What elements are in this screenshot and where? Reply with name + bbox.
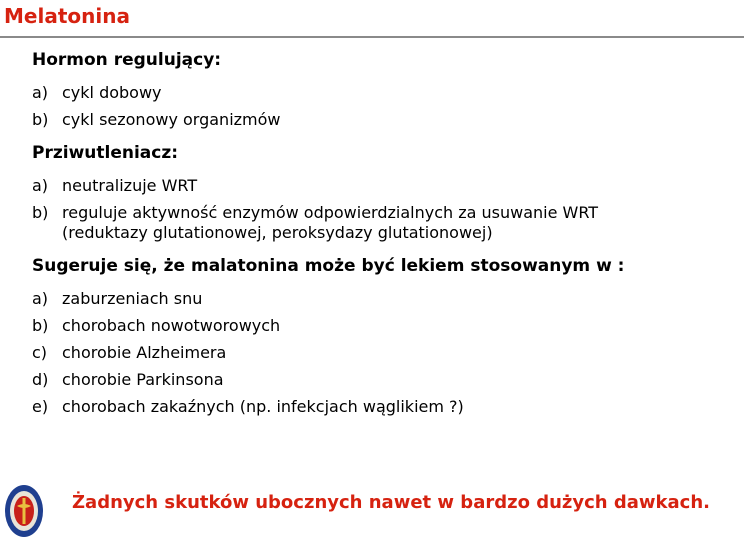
item-label: b): [32, 316, 49, 335]
item-label: c): [32, 343, 48, 362]
item-label: a): [32, 83, 49, 102]
list-item: [32, 203, 732, 243]
list-item: [32, 176, 732, 196]
item-text: chorobach zakaźnych (np. infekcjach wąglikiem ?): [62, 397, 464, 416]
list-item: [32, 110, 732, 130]
item-label: a): [32, 176, 49, 195]
list-item: [32, 343, 732, 363]
item-label: a): [32, 289, 49, 308]
list-item: [32, 83, 732, 103]
item-label: b): [32, 203, 49, 222]
list-item: [32, 289, 732, 309]
section-heading: Prziwutleniacz:: [32, 143, 179, 163]
item-label: d): [32, 370, 49, 389]
item-text: cykl sezonowy organizmów: [62, 110, 281, 129]
item-text-continuation: (reduktazy glutationowej, peroksydazy glutationowej): [62, 223, 493, 242]
item-text: chorobie Parkinsona: [62, 370, 224, 389]
section-heading: Sugeruje się, że malatonina może być lekiem stosowanym w :: [32, 256, 625, 276]
item-text: zaburzeniach snu: [62, 289, 203, 308]
item-label: e): [32, 397, 49, 416]
item-text: neutralizuje WRT: [62, 176, 198, 195]
list-item: [32, 316, 732, 336]
item-text: reguluje aktywność enzymów odpowierdzialnych za usuwanie WRT: [62, 203, 599, 222]
slide-content: [32, 44, 732, 424]
slide-title: Melatonina: [4, 4, 130, 28]
title-divider: [0, 36, 744, 38]
item-text: chorobie Alzheimera: [62, 343, 227, 362]
item-text: chorobach nowotworowych: [62, 316, 281, 335]
item-text: cykl dobowy: [62, 83, 162, 102]
list-item: [32, 397, 732, 417]
list-item: [32, 370, 732, 390]
university-seal-icon: [4, 484, 44, 538]
item-label: b): [32, 110, 49, 129]
warning-note: Żadnych skutków ubocznych nawet w bardzo dużych dawkach.: [72, 492, 710, 513]
section-heading: Hormon regulujący:: [32, 50, 222, 70]
